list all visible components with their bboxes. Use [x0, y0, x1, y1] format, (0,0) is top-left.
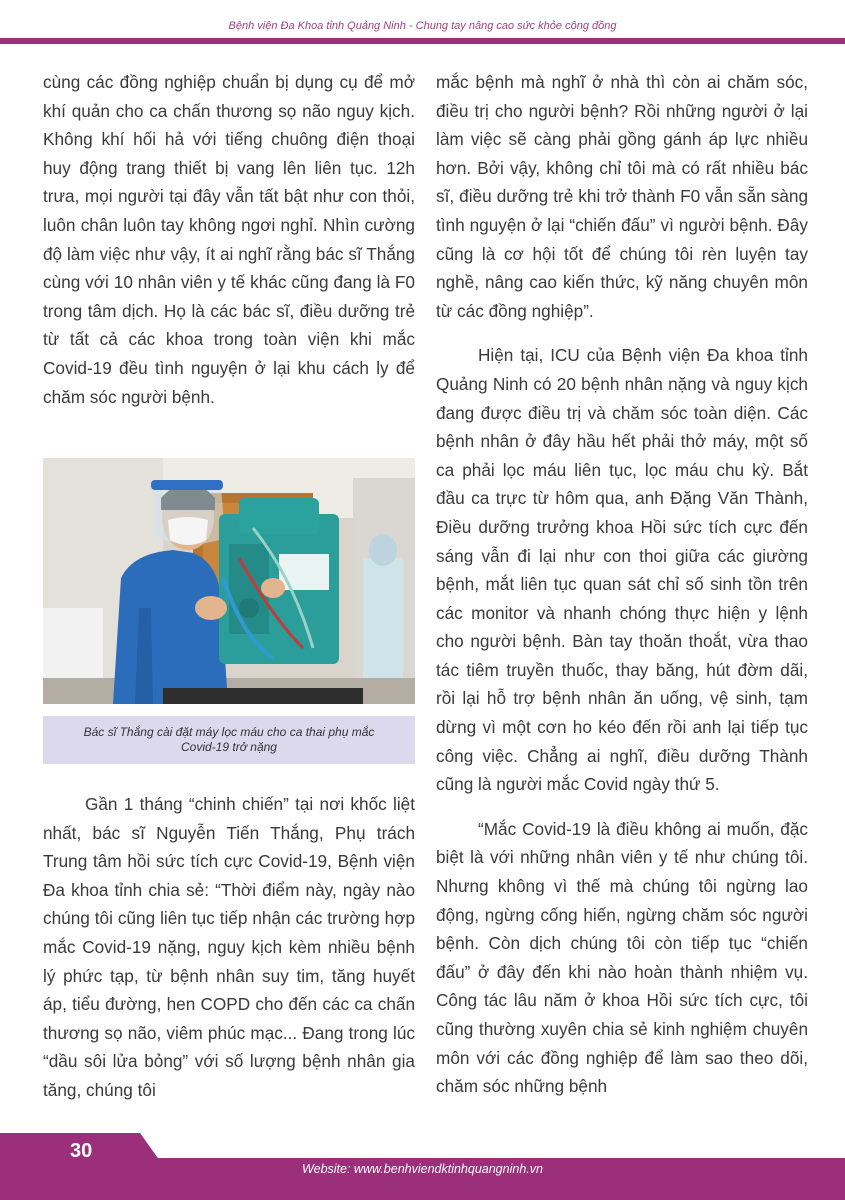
left-paragraph-2: Gần 1 tháng “chinh chiến” tại nơi khốc liệt nhất, bác sĩ Nguyễn Tiến Thắng, Phụ trách Trung tâm hồi sức tích cực Covid-19, Bệnh viện Đa khoa tỉnh chia sẻ: “Thời điểm này, ngày nào chúng tôi cũng liên tục tiếp nhận các trường hợp mắc Covid-19 nặng, nguy kịch kèm nhiều bệnh lý phức tạp, từ bệnh nhân suy tim, tăng huyết áp, tiểu đường, hen COPD cho đến các ca chấn thương sọ não, viêm phúc mạc... Đang trong lúc “dầu sôi lửa bỏng” với số lượng bệnh nhân gia tăng, chúng tôi [43, 794, 415, 1100]
header-title: Bệnh viện Đa Khoa tỉnh Quảng Ninh - Chung tay nâng cao sức khỏe cộng đồng [228, 20, 617, 32]
page-number: 30 [70, 1140, 93, 1162]
article-photo [43, 458, 415, 704]
photo-caption: Bác sĩ Thắng cài đặt máy lọc máu cho ca thai phụ mắc Covid-19 trở nặng [43, 716, 415, 764]
right-paragraph-1: mắc bệnh mà nghĩ ở nhà thì còn ai chăm sóc, điều trị cho người bệnh? Rồi những người ở lại làm việc sẽ càng phải gồng gánh áp lực nhiều hơn. Bởi vậy, không chỉ tôi mà có rất nhiều bác sĩ, điều dưỡng trẻ khi trở thành F0 vẫn sẵn sàng tình nguyện ở lại “chiến đấu” vì người bệnh. Đây cũng là cơ hội tốt để chúng tôi rèn luyện tay nghề, nâng cao kiến thức, kỹ năng chuyên môn từ các đồng nghiệp”. [436, 72, 808, 321]
left-column [43, 68, 415, 411]
right-paragraph-2: Hiện tại, ICU của Bệnh viện Đa khoa tỉnh Quảng Ninh có 20 bệnh nhân nặng và nguy kịch đang được điều trị và chăm sóc toàn diện. Các bệnh nhân ở đây hầu hết phải thở máy, một số ca phải lọc máu liên tục, lọc máu chu kỳ. Bắt đầu ca trực từ hôm qua, anh Đặng Văn Thành, Điều dưỡng trưởng khoa Hồi sức tích cực đến sáng vẫn đi lại như con thoi giữa các giường bệnh, mắt liên tục quan sát chỉ số sinh tồn trên các monitor và nhanh chóng thực hiện y lệnh cho người bệnh. Bàn tay thoăn thoắt, vừa thao tác tiêm truyền thuốc, thay băng, hút đờm dãi, rồi lại hỗ trợ bệnh nhân ăn uống, vệ sinh, tạm dừng vì một cơn ho kéo đến rồi anh lại tiếp tục công việc. Chẳng ai nghĩ, điều dưỡng Thành cũng là người mắc Covid ngày thứ 5. [436, 345, 808, 795]
page-header [0, 0, 845, 40]
footer-website: Website: www.benhviendktinhquangninh.vn [302, 1162, 543, 1176]
left-column-lower [43, 790, 415, 1105]
doctor-photo-illustration [43, 458, 415, 704]
right-paragraph-3: “Mắc Covid-19 là điều không ai muốn, đặc biệt là với những nhân viên y tế như chúng tôi. Nhưng không vì thế mà chúng tôi ngừng lao động, ngừng cống hiến, ngừng chăm sóc người bệnh. Còn dịch chúng tôi còn tiếp tục “chiến đấu” ở đây đến khi nào hoàn thành nhiệm vụ. Công tác lâu năm ở khoa Hồi sức tích cực, tôi cũng thường xuyên chia sẻ kinh nghiệm chuyên môn với các đồng nghiệp để làm sao theo dõi, chăm sóc những bệnh [436, 818, 808, 1097]
page-footer [0, 1158, 845, 1200]
header-rule [0, 38, 845, 44]
right-column [436, 68, 808, 1101]
left-paragraph-1: cùng các đồng nghiệp chuẩn bị dụng cụ để mở khí quản cho ca chấn thương sọ não nguy kịch. Không khí hối hả với tiếng chuông điện thoại huy động trang thiết bị vang lên liên tục. 12h trưa, mọi người tại đây vẫn tất bật như con thỏi, luôn chân luôn tay không ngơi nghỉ. Nhìn cường độ làm việc như vậy, ít ai nghĩ rằng bác sĩ Thắng cùng với 10 nhân viên y tế khác cũng đang là F0 trong tâm dịch. Họ là các bác sĩ, điều dưỡng trẻ từ tất cả các khoa trong toàn viện khi mắc Covid-19 đều tình nguyện ở lại khu cách ly để chăm sóc người bệnh. [43, 72, 415, 407]
